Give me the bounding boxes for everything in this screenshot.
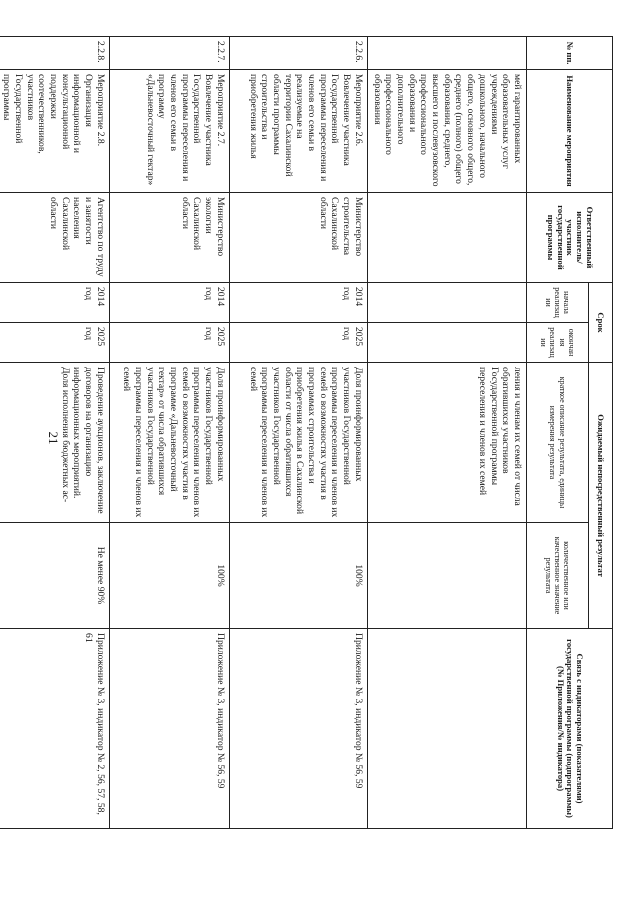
row-start: 2014 год [229,283,367,323]
row-link: Приложение № 3, индикатор № 56, 59 [229,629,367,829]
row-link [367,629,526,829]
row-responsible: Министерство строительства Сахалинской области [229,193,367,283]
row-responsible [367,193,526,283]
header-result-desc: краткое описание результата, единицы измерения результата [527,363,589,523]
table-row [229,37,367,829]
header-name: Наименование мероприятия [527,70,613,193]
row-start [367,283,526,323]
header-responsible: Ответственный исполнитель/участник государственной программы [527,193,613,283]
row-responsible: Министерство экологии Сахалинской области [109,193,229,283]
header-term-end: окончания реализации [527,323,589,363]
row-num: 2.2.7. [109,37,229,70]
row-name: Мероприятие 2.6. Вовлечение участника Государственной программы переселения и членов его семьи в реализуемые на территории Сахалинской области программы строительства и приобретения жилья [229,70,367,193]
row-start: 2014 год [109,283,229,323]
page-number: 21 [46,431,61,445]
header-result: Ожидаемый непосредственный результат [589,363,613,629]
row-start: 2014 год [0,283,109,323]
row-link: Приложение № 3, индикатор № 56, 59 [109,629,229,829]
row-num [367,37,526,70]
table-row [367,37,526,829]
row-end: 2025 год [109,323,229,363]
row-end [367,323,526,363]
header-term: Срок [589,283,613,363]
row-value: Не менее 90% [0,523,109,629]
row-value [367,523,526,629]
row-desc: Доля проинформированных участников Государственной программы переселения и членов их семей о возможностях участия в программе «Дальневосточный гектар» от числа обратившихся участников Государственной программы переселения и членов их семей [109,363,229,523]
row-desc: ления и членам их семей от числа обратившихся участников Государственной программы переселения и членов их семей [367,363,526,523]
activities-table [0,36,613,829]
row-name: Мероприятие 2.8. Организация информационной и консультационной поддержки соотечественников, участников Государственной программы [0,70,109,193]
header-link: Связь с индикаторами (показателями) государственной программы (подпрограммы) (№ Приложения/№ индикатора) [527,629,613,829]
table-row [109,37,229,829]
row-num: 2.2.6. [229,37,367,70]
row-num: 2.2.8. [0,37,109,70]
table-row [0,37,109,829]
row-desc: Доля проинформированных участников Государственной программы переселения и членов их семей о возможностях участия в программах строительства и приобретения жилья в Сахалинской области от числа обратившихся участников Государственной программы переселения и членов их семей [229,363,367,523]
row-end: 2025 год [0,323,109,363]
row-name: мей гарантированных образовательных услуг учреждениями дошкольного, начального общего, основного общего, среднего (полного) общего образования, среднего, высшего и послевузовского профессионального образования и дополнительного профессионального образования [367,70,526,193]
row-link: Приложение № 3, индикатор № 2, 56, 57, 58, 61 [0,629,109,829]
row-desc: Проведение аукционов, заключение договоров на организацию информационных мероприятий. Доля исполнения бюджетных ас- [0,363,109,523]
row-responsible: Агентство по труду и занятости населения Сахалинской области [0,193,109,283]
header-num: № пп. [527,37,613,70]
row-value: 100% [109,523,229,629]
row-value: 100% [229,523,367,629]
row-end: 2025 год [229,323,367,363]
row-name: Мероприятие 2.7. Вовлечение участника Государственной программы переселения и членов его семьи в программу «Дальневосточный гектар» [109,70,229,193]
header-term-start: начала реализации [527,283,589,323]
header-result-value: количественное или качественное значение результата [527,523,589,629]
